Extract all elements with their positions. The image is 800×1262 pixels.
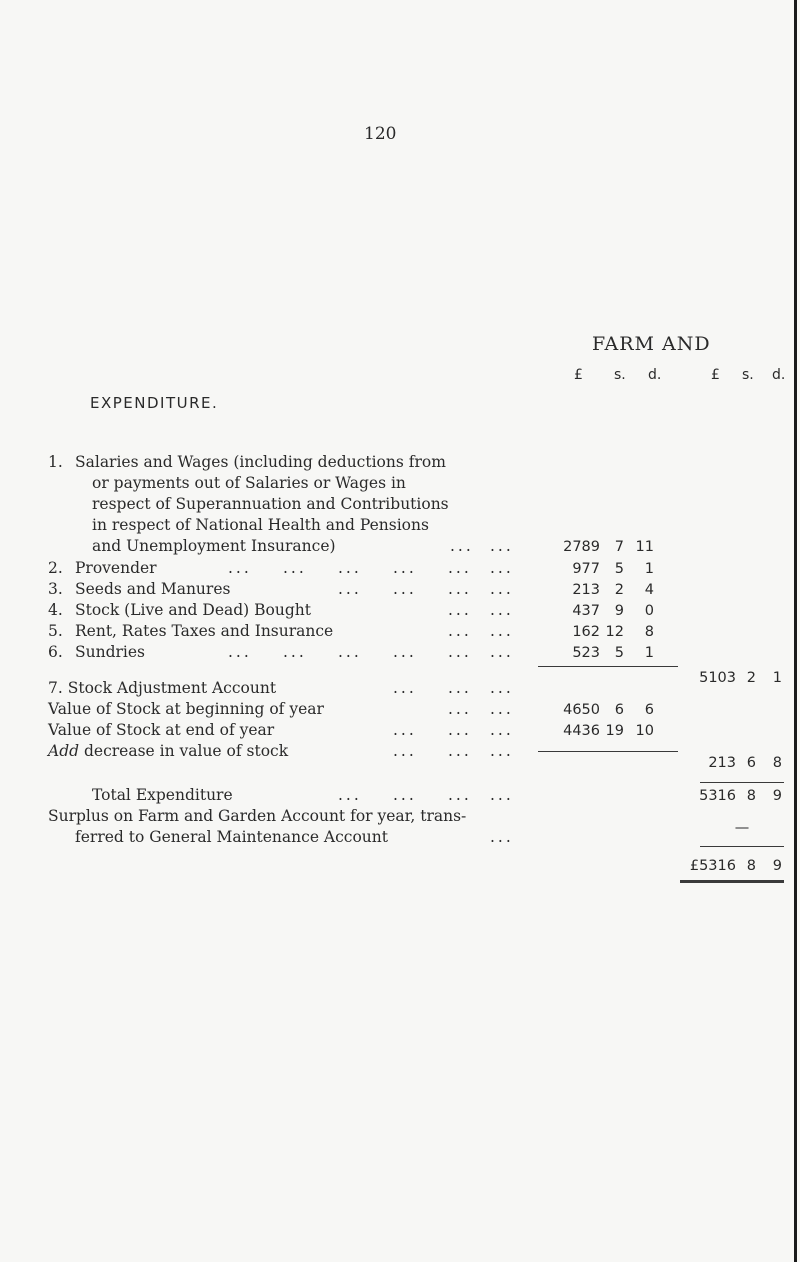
page-number: 120 [364,124,397,144]
grand-total-top-rule [700,846,784,847]
leader-dots: ... [393,721,417,739]
surplus-value: — [734,820,750,836]
stock-beginning-shillings: 6 [614,702,624,718]
leader-dots: ... [393,643,417,661]
item-number: 1. [48,453,63,471]
stock-adjustment-heading: 7. Stock Adjustment Account [48,679,277,697]
grand-total-pounds: £5316 [689,858,736,874]
leader-dots: ... [490,559,514,577]
item-label: Provender [75,559,157,577]
leader-dots: ... [490,700,514,718]
leader-dots: ... [393,559,417,577]
item-shillings: 12 [605,624,624,640]
col1-pounds-header: £ [574,367,583,383]
item-pence: 0 [644,603,654,619]
subtotal-pence: 1 [772,670,782,686]
leader-dots: ... [338,786,362,804]
surplus-label-line: Surplus on Farm and Garden Account for year, trans- [48,807,467,825]
stock-beginning-label: Value of Stock at beginning of year [48,700,324,718]
leader-dots: ... [448,721,472,739]
item-pence: 1 [644,561,654,577]
grand-total-double-rule [680,880,784,883]
leader-dots: ... [490,580,514,598]
stock-decrease-shillings: 6 [746,755,756,771]
leader-dots: ... [228,559,252,577]
grand-total-shillings: 8 [746,858,756,874]
leader-dots: ... [450,537,474,555]
leader-dots: ... [393,786,417,804]
leader-dots: ... [338,580,362,598]
item-pounds: 437 [572,603,600,619]
leader-dots: ... [448,786,472,804]
stock-decrease-pounds: 213 [708,755,736,771]
leader-dots: ... [490,643,514,661]
total-expenditure-label: Total Expenditure [92,786,233,804]
item-shillings: 7 [614,539,624,555]
surplus-label-line: ferred to General Maintenance Account [75,828,389,846]
item-number: 6. [48,643,63,661]
leader-dots: ... [490,622,514,640]
item-label-line: Salaries and Wages (including deductions from [75,453,446,471]
leader-dots: ... [393,679,417,697]
stock-beginning-pence: 6 [644,702,654,718]
stock-adjustment-rule [538,751,678,752]
item-label: Rent, Rates Taxes and Insurance [75,622,334,640]
leader-dots: ... [490,721,514,739]
item-label: Seeds and Manures [75,580,231,598]
col2-pounds-header: £ [711,367,720,383]
item-label-line: or payments out of Salaries or Wages in [92,474,406,492]
stock-decrease-label-rest: decrease in value of stock [79,742,289,760]
subtotal-pounds: 5103 [699,670,736,686]
section-title: EXPENDITURE. [90,394,219,412]
stock-end-pounds: 4436 [563,723,600,739]
stock-end-pence: 10 [635,723,654,739]
leader-dots: ... [490,828,514,846]
leader-dots: ... [490,742,514,760]
item-pounds: 2789 [563,539,600,555]
running-head: FARM AND [592,333,711,355]
leader-dots: ... [448,601,472,619]
col1-pence-header: d. [648,367,662,383]
grand-total-pence: 9 [772,858,782,874]
leader-dots: ... [338,559,362,577]
col2-shillings-header: s. [742,367,754,383]
item-label-line: in respect of National Health and Pensions [92,516,429,534]
stock-decrease-label [48,742,288,760]
item-pounds: 977 [572,561,600,577]
stock-decrease-pence: 8 [772,755,782,771]
item-label-line: and Unemployment Insurance) [92,537,336,555]
item-pence: 1 [644,645,654,661]
leader-dots: ... [448,679,472,697]
item-number: 4. [48,601,63,619]
page-edge [794,0,797,1262]
total-shillings: 8 [746,788,756,804]
item-label-line: respect of Superannuation and Contributions [92,495,449,513]
item-pounds: 523 [572,645,600,661]
item-number: 5. [48,622,63,640]
leader-dots: ... [448,580,472,598]
subtotal-rule [538,666,678,667]
item-pounds: 213 [572,582,600,598]
leader-dots: ... [338,643,362,661]
item-shillings: 5 [614,561,624,577]
item-shillings: 9 [614,603,624,619]
item-pounds: 162 [572,624,600,640]
item-pence: 4 [644,582,654,598]
item-label: Sundries [75,643,145,661]
stock-end-shillings: 19 [605,723,624,739]
col1-shillings-header: s. [614,367,626,383]
leader-dots: ... [490,537,514,555]
leader-dots: ... [448,700,472,718]
leader-dots: ... [283,643,307,661]
leader-dots: ... [448,643,472,661]
item-label: Stock (Live and Dead) Bought [75,601,311,619]
leader-dots: ... [448,742,472,760]
stock-decrease-label-italic: Add [48,742,80,760]
leader-dots: ... [448,622,472,640]
subtotal-shillings: 2 [746,670,756,686]
leader-dots: ... [448,559,472,577]
stock-end-label: Value of Stock at end of year [48,721,275,739]
leader-dots: ... [490,601,514,619]
item-pence: 11 [635,539,654,555]
leader-dots: ... [393,742,417,760]
leader-dots: ... [490,679,514,697]
leader-dots: ... [393,580,417,598]
total-pence: 9 [772,788,782,804]
item-number: 3. [48,580,63,598]
item-number: 2. [48,559,63,577]
total-rule [700,782,784,783]
item-shillings: 2 [614,582,624,598]
col2-pence-header: d. [772,367,786,383]
leader-dots: ... [228,643,252,661]
total-pounds: 5316 [699,788,736,804]
item-shillings: 5 [614,645,624,661]
leader-dots: ... [283,559,307,577]
leader-dots: ... [490,786,514,804]
item-pence: 8 [644,624,654,640]
stock-beginning-pounds: 4650 [563,702,600,718]
